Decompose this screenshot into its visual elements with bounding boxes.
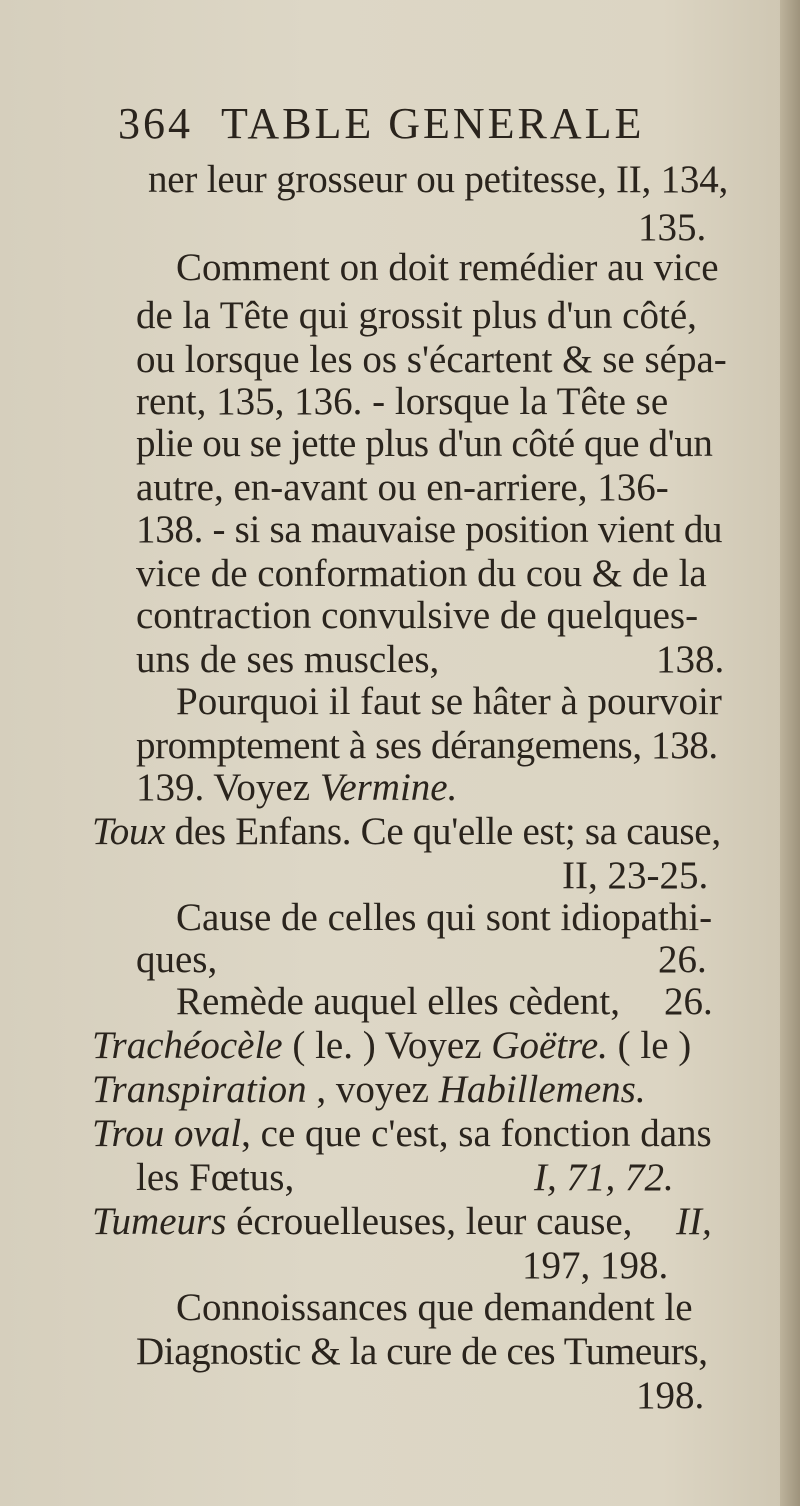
text-line: II, 23-25.: [562, 854, 709, 897]
index-entry: [92, 1114, 712, 1154]
cross-reference: Habillemens.: [438, 1068, 646, 1111]
entry-text: ( le. ) Voyez: [282, 1024, 492, 1067]
text-line: [176, 982, 726, 1022]
page-title: TABLE GENERALE: [221, 99, 645, 148]
page-number: 364: [118, 99, 193, 148]
cross-reference: Vermine.: [319, 766, 458, 809]
text-line: 138. - si sa mauvaise position vient du: [136, 508, 723, 551]
entry-text: , ce que c'est, sa fonction dans: [241, 1112, 712, 1155]
page-edge: [780, 0, 800, 1506]
text-line: 197, 198.: [522, 1244, 669, 1287]
text-line: 135.: [638, 206, 707, 249]
text-line: vice de conformation du cou & de la: [136, 552, 707, 595]
entry-term: Transpiration: [92, 1068, 307, 1111]
index-entry: [92, 812, 721, 852]
text-line: [136, 640, 726, 680]
entry-term: Tumeurs: [92, 1200, 227, 1243]
text-line: ou lorsque les os s'écartent & se sépa-: [136, 338, 727, 381]
entry-term: Trou oval: [92, 1112, 242, 1155]
text-line: rent, 135, 136. - lorsque la Tête se: [136, 380, 669, 423]
text-line: Comment on doit remédier au vice: [176, 246, 719, 289]
line-text: uns de ses muscles,: [136, 638, 440, 681]
text-line: de la Tête qui grossit plus d'un côté,: [136, 294, 697, 337]
page-ref: I, 71, 72.: [534, 1156, 674, 1199]
page-header: [118, 99, 645, 148]
cross-reference: Goëtre.: [491, 1024, 608, 1067]
line-text: ques,: [136, 938, 218, 981]
entry-text: ( le ): [607, 1024, 692, 1067]
entry-text: des Enfans. Ce qu'elle est; sa cause,: [165, 810, 721, 853]
text-line: Connoissances que demandent le: [176, 1286, 693, 1329]
line-text: Remède auquel elles cèdent,: [176, 980, 620, 1023]
index-entry: [92, 1026, 691, 1066]
page-ref: 26.: [658, 938, 707, 981]
page-ref: II,: [676, 1200, 712, 1243]
page-ref: 138.: [656, 638, 725, 681]
text-line: 198.: [636, 1374, 705, 1417]
text-line: [136, 1158, 726, 1198]
text-line: contraction convulsive de quelques-: [136, 594, 699, 637]
line-text: les Fœtus,: [136, 1156, 295, 1199]
entry-text: écrouelleuses, leur cause,: [226, 1200, 633, 1243]
entry-term: Toux: [92, 810, 166, 853]
text-line: promptement à ses dérangemens, 138.: [136, 724, 718, 767]
text-line: plie ou se jette plus d'un côté que d'un: [136, 422, 713, 465]
text-line: Cause de celles qui sont idiopathi-: [176, 896, 713, 939]
text-line: ner leur grosseur ou petitesse, II, 134,: [148, 158, 729, 201]
text-line: [136, 940, 726, 980]
text-line: Diagnostic & la cure de ces Tumeurs,: [136, 1330, 708, 1373]
text-line: autre, en-avant ou en-arriere, 136-: [136, 466, 669, 509]
page-ref: 26.: [664, 980, 713, 1023]
text-line: [136, 768, 457, 808]
text-line: Pourquoi il faut se hâter à pourvoir: [176, 680, 722, 723]
entry-text: , voyez: [306, 1068, 439, 1111]
index-entry: [92, 1202, 726, 1242]
line-text: 139. Voyez: [136, 766, 320, 809]
index-entry: [92, 1070, 646, 1110]
entry-term: Trachéocèle: [92, 1024, 283, 1067]
